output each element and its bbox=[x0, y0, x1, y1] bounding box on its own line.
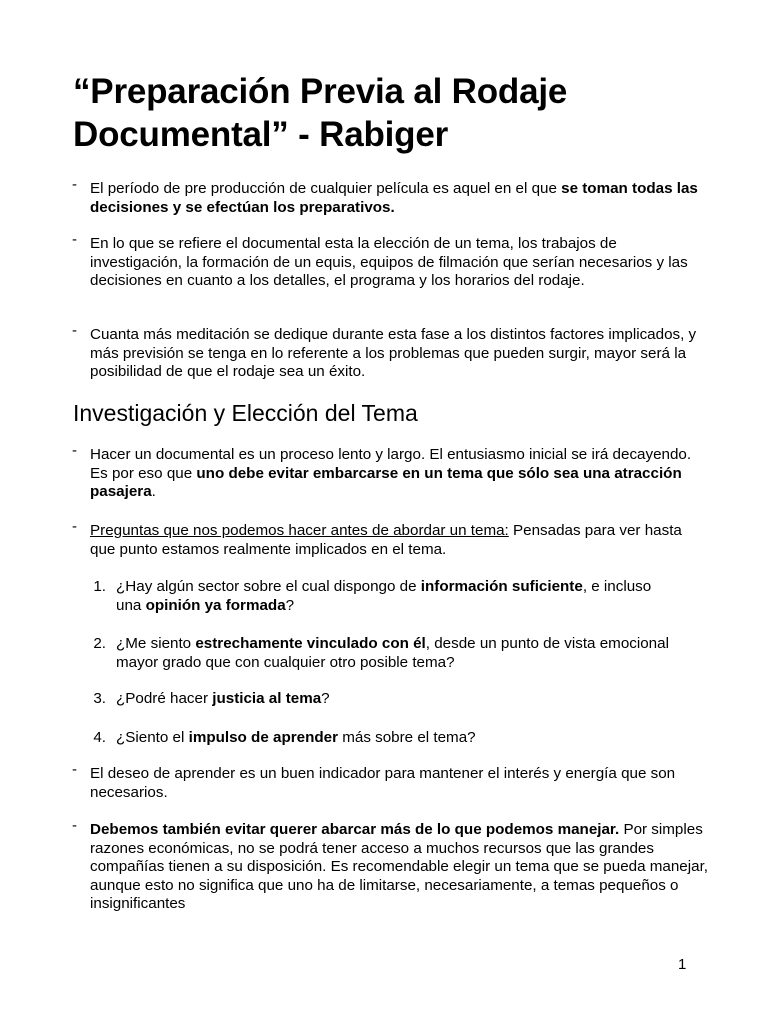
question-text: ¿Hay algún sector sobre el cual dispongo de bbox=[116, 578, 421, 595]
underlined-text: Preguntas que nos podemos hacer antes de abordar un tema: bbox=[90, 522, 509, 539]
bullet-text: En lo que se refiere el documental esta la elección de un tema, los trabajos de investigación, la formación de un equis, equipos de filmación que serían necesarios y las decisiones en cuanto a los detalles, el programa y los horarios del rodaje. bbox=[90, 235, 688, 290]
question-text: ¿Siento el bbox=[116, 729, 189, 746]
dash-marker: - bbox=[72, 231, 77, 248]
dash-marker: - bbox=[72, 442, 77, 459]
question-text: más sobre el tema? bbox=[338, 729, 476, 746]
dash-marker: - bbox=[72, 761, 77, 778]
question-text: ¿Podré hacer bbox=[116, 690, 213, 707]
dash-marker: - bbox=[72, 322, 77, 339]
question-3 bbox=[93, 690, 676, 709]
dash-marker: - bbox=[72, 176, 77, 193]
bullet-bold-text: Debemos también evitar querer abarcar más de lo que podemos manejar. bbox=[90, 821, 620, 838]
dash-marker: - bbox=[72, 817, 77, 834]
page-title: “Preparación Previa al Rodaje Documental” - Rabiger bbox=[73, 72, 568, 154]
page-number: 1 bbox=[678, 956, 687, 973]
question-text: ? bbox=[321, 690, 330, 707]
question-bold: opinión ya formada bbox=[145, 596, 286, 614]
question-number: 1. bbox=[93, 578, 106, 595]
question-text: , desde un punto de vista emocional mayor grado que con cualquier otro posible tema? bbox=[116, 635, 669, 671]
section-heading: Investigación y Elección del Tema bbox=[73, 400, 418, 426]
bullet-bold-text: se toman todas las decisiones y se efectúan los preparativos. bbox=[90, 180, 698, 216]
question-bold: justicia al tema bbox=[212, 690, 322, 707]
bullet-text-end: . bbox=[151, 483, 156, 501]
bullet-deseo bbox=[72, 761, 710, 802]
bullet-text: Pensadas para ver hasta que punto estamos realmente implicados en el tema. bbox=[90, 522, 682, 558]
bullet-preproduction bbox=[72, 176, 710, 217]
bullet-abarcar bbox=[72, 817, 710, 914]
bullet-preguntas bbox=[72, 518, 710, 559]
question-bold: estrechamente vinculado con él bbox=[195, 635, 426, 652]
question-4 bbox=[93, 729, 676, 748]
bullet-text: Por simples razones económicas, no se podrá tener acceso a muchos recursos que las grandes compañías tienen a su disposición. Es recomendable elegir un tema que se pueda manejar, aunque esto no significa que uno ha de limitarse, necesariamente, a temas pequeños o insignificantes bbox=[90, 821, 709, 913]
question-text: ¿Me siento bbox=[116, 635, 196, 652]
bullet-meditacion bbox=[72, 322, 710, 382]
bullet-text: El período de pre producción de cualquier película es aquel en el que bbox=[90, 180, 562, 197]
bullet-documental bbox=[72, 231, 710, 291]
question-text: , e incluso una bbox=[116, 578, 652, 614]
question-1 bbox=[93, 578, 676, 615]
bullet-proceso bbox=[72, 442, 710, 502]
bullet-text: El deseo de aprender es un buen indicador para mantener el interés y energía que son necesarios. bbox=[90, 765, 676, 801]
question-2 bbox=[93, 635, 676, 672]
bullet-text: Hacer un documental es un proceso lento y largo. El entusiasmo inicial se irá decayendo. Es por eso que bbox=[90, 446, 692, 482]
question-number: 3. bbox=[93, 690, 106, 707]
question-bold: información suficiente bbox=[420, 578, 583, 595]
bullet-text: Cuanta más meditación se dedique durante esta fase a los distintos factores implicados, y más previsión se tenga en lo referente a los problemas que pueden surgir, mayor será la posibilidad de que el rodaje sea un éxito. bbox=[90, 326, 697, 381]
dash-marker: - bbox=[72, 518, 77, 535]
question-text: ? bbox=[285, 596, 295, 614]
question-number: 4. bbox=[93, 729, 106, 746]
bullet-bold-text: uno debe evitar embarcarse en un tema que sólo sea una atracción pasajera bbox=[90, 464, 682, 501]
question-bold: impulso de aprender bbox=[188, 729, 338, 746]
question-number: 2. bbox=[93, 635, 106, 652]
